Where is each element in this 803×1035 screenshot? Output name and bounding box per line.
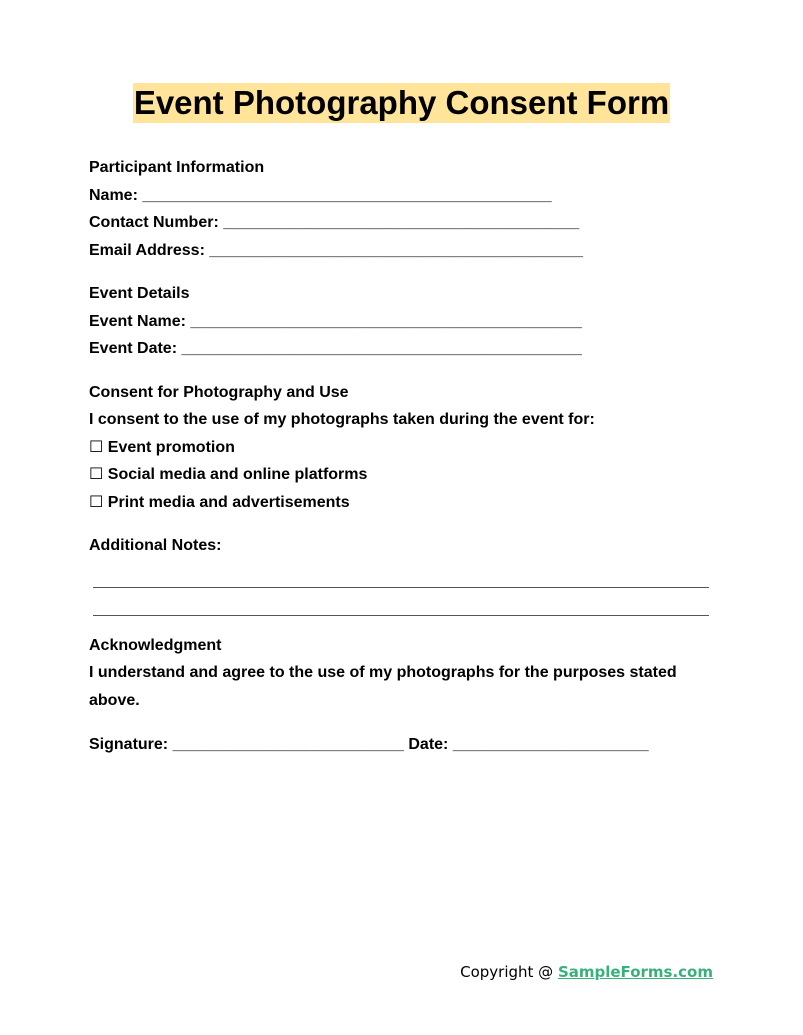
- notes-heading: Additional Notes:: [89, 537, 222, 554]
- title-wrapper: [0, 83, 803, 123]
- acknowledgment-text: I understand and agree to the use of my photographs for the purposes stated above.: [89, 664, 677, 709]
- consent-option-print-media[interactable]: ☐ Print media and advertisements: [89, 493, 350, 511]
- consent-option-social-media[interactable]: ☐ Social media and online platforms: [89, 466, 368, 483]
- copyright-footer: [460, 963, 713, 981]
- signature-date-field[interactable]: Signature: __________________________ Date: ______________________: [89, 736, 649, 753]
- consent-intro: I consent to the use of my photographs taken during the event for:: [89, 411, 595, 428]
- event-date-field[interactable]: Event Date: _____________________________________________: [89, 340, 582, 357]
- copyright-prefix: Copyright @: [460, 963, 558, 981]
- notes-line-1[interactable]: [93, 560, 709, 588]
- consent-option-event-promotion[interactable]: ☐ Event promotion: [89, 438, 235, 456]
- contact-number-field[interactable]: Contact Number: ________________________________________: [89, 214, 580, 231]
- acknowledgment-heading: Acknowledgment: [89, 636, 222, 654]
- notes-line-2[interactable]: [93, 588, 709, 616]
- brand-link[interactable]: SampleForms.com: [557, 963, 713, 981]
- name-field[interactable]: Name: ______________________________________________: [89, 186, 552, 204]
- event-name-field[interactable]: Event Name: ____________________________________________: [89, 312, 582, 330]
- email-address-field[interactable]: Email Address: __________________________________________: [89, 241, 584, 259]
- participant-heading: Participant Information: [89, 159, 265, 176]
- page-title: Event Photography Consent Form: [133, 84, 670, 121]
- event-heading: Event Details: [89, 285, 190, 302]
- form-body: [89, 154, 729, 759]
- consent-heading: Consent for Photography and Use: [89, 383, 349, 401]
